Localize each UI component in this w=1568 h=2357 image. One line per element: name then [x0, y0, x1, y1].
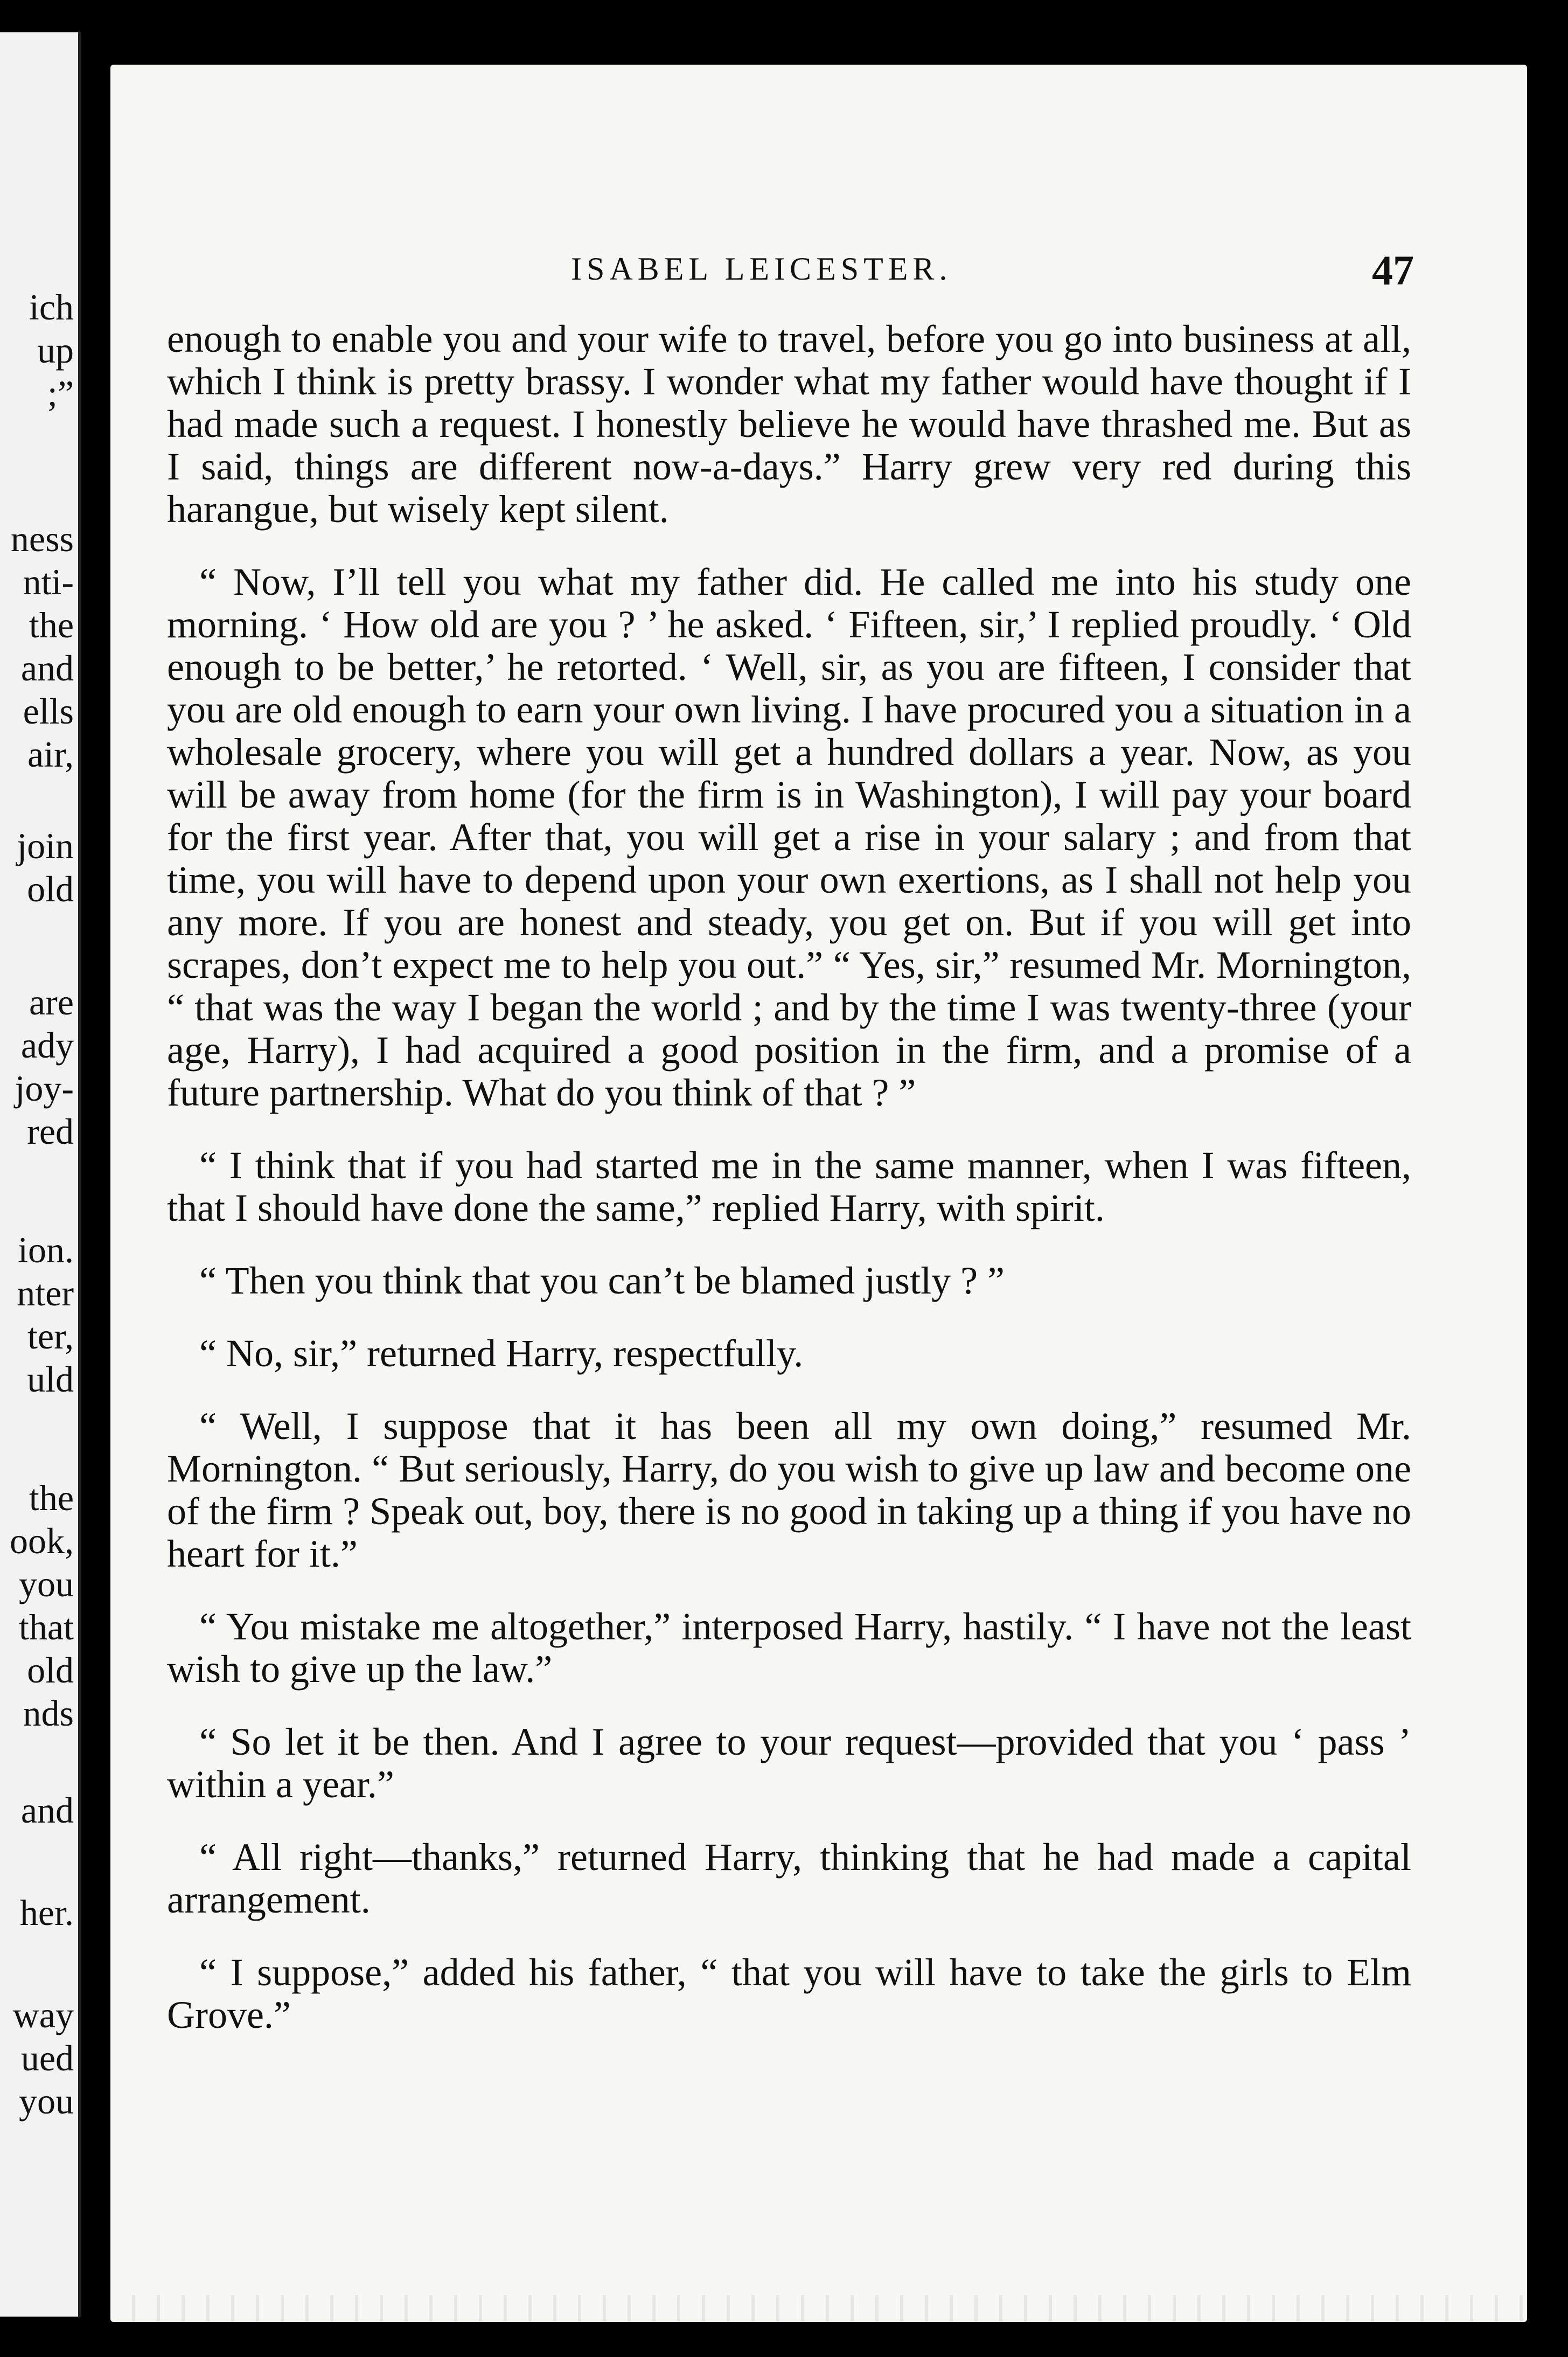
paragraph: “ Then you think that you can’t be blamed justly ? ” [199, 1259, 1005, 1302]
paragraph: “ So let it be then. And I agree to your request—provided that you ‘ pass ’ within a year.” [167, 1720, 1411, 1806]
fragment-text: you [19, 1563, 74, 1604]
fragment-text: joy- [15, 1068, 74, 1109]
paragraph: “ I suppose,” added his father, “ that you will have to take the girls to Elm Grove.” [167, 1951, 1411, 2036]
paragraph: “ No, sir,” returned Harry, respectfully. [199, 1332, 804, 1375]
fragment-text: the [29, 1477, 74, 1518]
running-head: ISABEL LEICESTER. [571, 251, 952, 287]
fragment-text: that [19, 1607, 74, 1647]
paragraph: “ All right—thanks,” returned Harry, thinking that he had made a capital arrangement. [167, 1835, 1411, 1921]
fragment-text: ook, [10, 1520, 74, 1561]
fragment-text: red [27, 1111, 74, 1152]
fragment-text: nti- [23, 561, 74, 602]
fragment-text: ion. [18, 1229, 74, 1270]
fragment-text: her. [19, 1892, 74, 1933]
fragment-text: ells [23, 691, 74, 732]
fragment-text: ter, [27, 1316, 74, 1357]
fragment-text: nter [17, 1273, 74, 1313]
fragment-text: ich [29, 287, 74, 328]
fragment-text: nds [23, 1693, 74, 1734]
book-page [110, 65, 1527, 2322]
fragment-text: the [29, 604, 74, 645]
fragment-text: join [17, 825, 74, 866]
facing-page-edge [0, 32, 81, 2317]
fragment-text: and [20, 648, 74, 689]
paragraph: “ Now, I’ll tell you what my father did. He called me into his study one morning. ‘ How old are you ? ’ he asked. ‘ Fifteen, sir,’ I replied proudly. ‘ Old enough to be better,’ he retorted. ‘ Well, sir, as you are fifteen, I consider that you are old enough to earn your own living. I have procured you a situation in a wholesale grocery, where you will get a hundred dollars a year. Now, as you will be away from home (for the firm is in Washington), I will pay your board for the first year. After that, you will get a rise in your salary ; and from that time, you will have to depend upon your own exertions, as I shall not help you any more. If you are honest and steady, you get on. But if you will get into scrapes, don’t expect me to help you out.” “ Yes, sir,” resumed Mr. Mornington, “ that was the way I began the world ; and by the time I was twenty-three (your age, Harry), I had acquired a good position in the firm, and a promise of a future partnership. What do you think of that ? ” [167, 560, 1411, 1114]
fragment-text: uld [27, 1359, 74, 1400]
fragment-text: up [37, 330, 74, 371]
fragment-text: ady [20, 1025, 74, 1066]
fragment-text: way [12, 1994, 74, 2035]
fragment-text: and [20, 1790, 74, 1831]
page-header [110, 247, 1527, 304]
paragraph: enough to enable you and your wife to travel, before you go into business at all, which I think is pretty brassy. I wonder what my father would have thought if I had made such a request. I honestly believe he would have thrashed me. But as I said, things are different now-a-days.” Harry grew very red during this harangue, but wisely kept silent. [167, 317, 1411, 531]
fragment-text: you [19, 2081, 74, 2122]
body-text [167, 318, 1411, 2067]
paragraph: “ I think that if you had started me in the same manner, when I was fifteen, that I should have done the same,” replied Harry, with spirit. [167, 1144, 1411, 1229]
fragment-text: air, [27, 734, 74, 775]
fragment-text: old [27, 1650, 74, 1691]
book-gutter [81, 0, 114, 2357]
fragment-text: ued [20, 2038, 74, 2078]
page-bottom-edge [110, 2295, 1527, 2322]
paragraph: “ You mistake me altogether,” interposed Harry, hastily. “ I have not the least wish to give up the law.” [167, 1605, 1411, 1691]
fragment-text: old [27, 868, 74, 909]
paragraph: “ Well, I suppose that it has been all my own doing,” resumed Mr. Mornington. “ But seriously, Harry, do you wish to give up law and become one of the firm ? Speak out, boy, there is no good in taking up a thing if you have no heart for it.” [167, 1405, 1411, 1575]
page-number: 47 [1372, 247, 1414, 294]
fragment-text: are [29, 982, 74, 1023]
fragment-text: ;” [47, 373, 74, 414]
fragment-text: ness [10, 518, 74, 559]
